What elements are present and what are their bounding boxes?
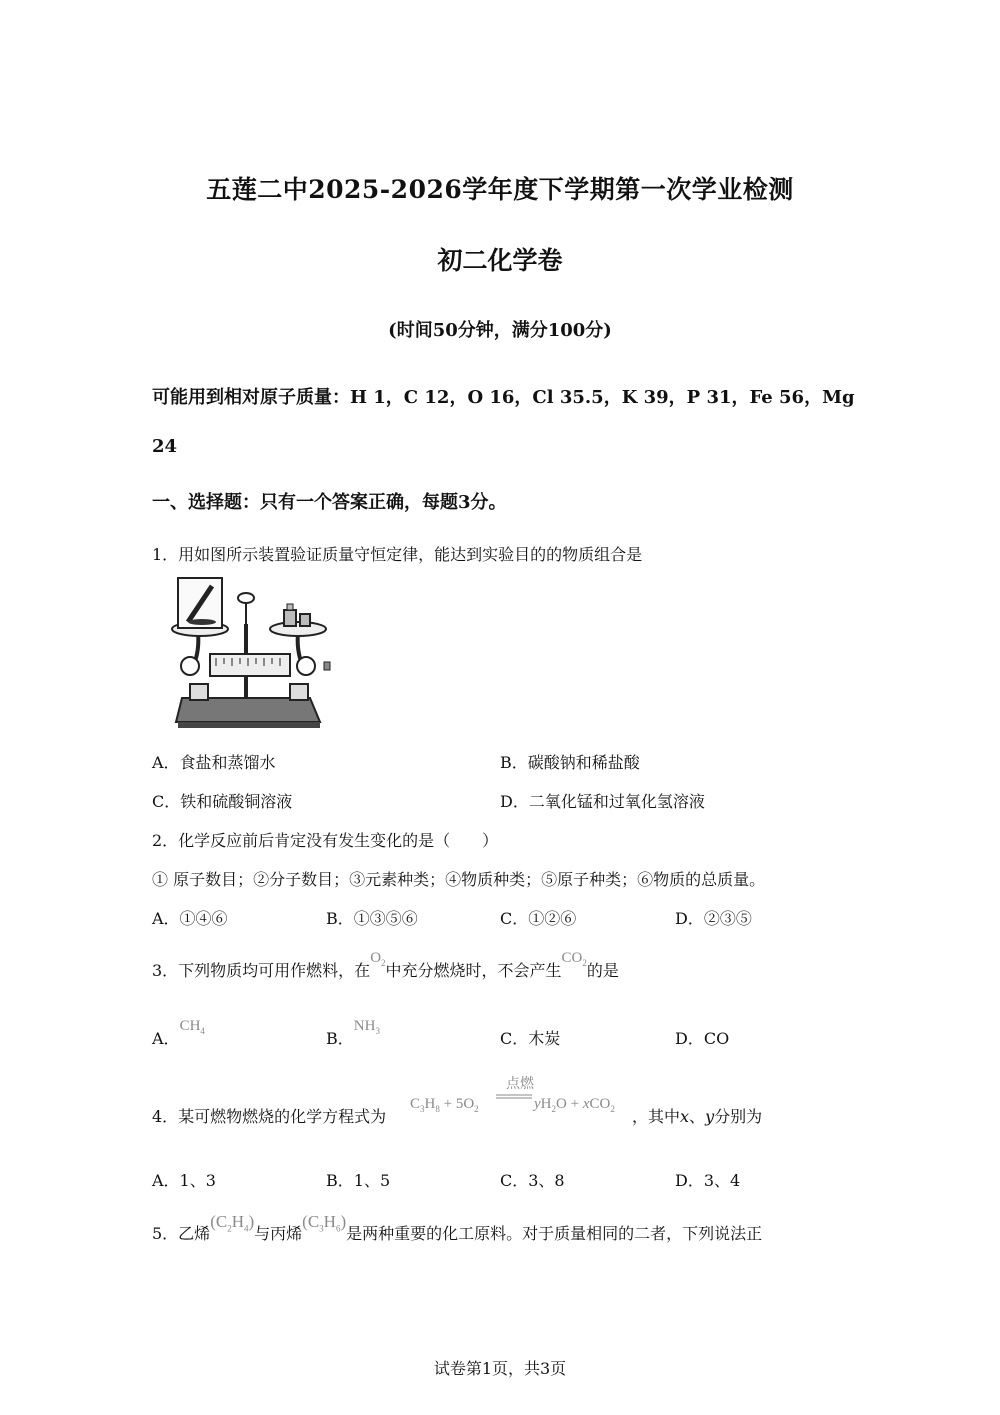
- q4-option-a: A．1、3: [152, 1171, 216, 1190]
- q4-option-b: B．1、5: [326, 1171, 391, 1190]
- q2-option-b: B．①③⑤⑥: [326, 909, 418, 928]
- q1-option-b: B．碳酸钠和稀盐酸: [500, 753, 640, 772]
- question-5-stem: [152, 1212, 763, 1245]
- q5-stem-part: 5．乙烯: [152, 1224, 211, 1243]
- q1-option-a: A．食盐和蒸馏水: [152, 753, 276, 772]
- ch4-formula: [180, 1018, 205, 1034]
- q3-stem-part: 的是: [586, 961, 619, 980]
- q4-var-y: y: [705, 1107, 715, 1126]
- nh3-formula: [354, 1018, 380, 1034]
- svg-text:yH2O + xCO2: $yH_2O + xCO_2$: [534, 1096, 615, 1114]
- q4-var-x: x: [680, 1107, 690, 1126]
- question-4-stem-a: 4．某可燃物燃烧的化学方程式为: [152, 1107, 387, 1126]
- ch4-subscript: 4: [200, 1026, 205, 1036]
- q2-option-c: C．①②⑥: [500, 909, 577, 928]
- q3-stem-part: 3．下列物质均可用作燃料，在: [152, 961, 371, 980]
- o2-formula: [370, 950, 385, 966]
- question-4-stem-b: [632, 1104, 762, 1127]
- q5-stem-part: 与丙烯: [254, 1224, 303, 1243]
- ethylene-formula: $(C_2H_4)$: [210, 1212, 255, 1234]
- nh3-symbol: NH: [353, 1018, 376, 1034]
- q3-option-d: D．CO: [675, 1029, 730, 1048]
- nh3-subscript: 3: [375, 1026, 380, 1036]
- co2-symbol: CO: [561, 950, 583, 966]
- q2-option-a: A．①④⑥: [152, 909, 228, 928]
- co2-subscript: 2: [582, 958, 587, 968]
- balance-scale-figure: [160, 574, 332, 734]
- q3-stem-part: 中充分燃烧时，不会产生: [385, 961, 562, 980]
- reaction-condition: 点燃: [506, 1076, 534, 1092]
- combustion-equation: [410, 1072, 630, 1122]
- page-footer: 试卷第1页，共3页: [433, 1359, 567, 1378]
- q4-option-c: C．3、8: [500, 1171, 565, 1190]
- q5-stem-part: 是两种重要的化工原料。对于质量相同的二者，下列说法正: [346, 1224, 763, 1243]
- q3-option-c: C．木炭: [500, 1029, 561, 1048]
- q4-stem-part: ，其中: [632, 1107, 681, 1126]
- q2-option-d: D．②③⑤: [675, 909, 752, 928]
- q1-option-d: D．二氧化锰和过氧化氢溶液: [500, 792, 705, 811]
- q4-option-d: D．3、4: [675, 1171, 741, 1190]
- question-2-items: ① 原子数目；②分子数目；③元素种类；④物质种类；⑤原子种类；⑥物质的总质量。: [152, 870, 766, 889]
- o2-symbol: O: [370, 950, 382, 966]
- q3-option-a-label: A．: [152, 1029, 180, 1048]
- atomic-mass-line: 可能用到相对原子质量：H 1，C 12，O 16，Cl 35.5，K 39，P 31，Fe 56，Mg: [152, 387, 855, 408]
- question-3-stem: [152, 950, 619, 982]
- q4-separator: 、: [689, 1107, 706, 1126]
- atomic-mass-line-cont: 24: [152, 436, 178, 457]
- ch4-symbol: CH: [179, 1018, 201, 1034]
- exam-subtitle: 初二化学卷: [437, 246, 563, 275]
- co2-formula: [562, 950, 587, 966]
- section-title: 一、选择题：只有一个答案正确，每题3分。: [152, 492, 507, 513]
- question-1-stem: 1．用如图所示装置验证质量守恒定律，能达到实验目的的物质组合是: [152, 545, 643, 564]
- q3-option-b: [326, 1018, 380, 1050]
- svg-text:C3H8 + 5O2: $C_3H_8 + 5O_2$: [410, 1096, 479, 1114]
- exam-title: 五莲二中2025-2026学年度下学期第一次学业检测: [206, 175, 794, 204]
- q4-stem-part: 分别为: [714, 1107, 763, 1126]
- time-note: (时间50分钟，满分100分): [388, 320, 612, 341]
- q3-option-b-label: B．: [326, 1029, 354, 1048]
- o2-subscript: 2: [381, 958, 386, 968]
- q1-option-c: C．铁和硫酸铜溶液: [152, 792, 293, 811]
- propylene-formula: $(C_3H_6)$: [302, 1212, 347, 1234]
- question-2-stem: 2．化学反应前后肯定没有发生变化的是（ ）: [152, 831, 499, 850]
- q3-option-a: [152, 1018, 205, 1050]
